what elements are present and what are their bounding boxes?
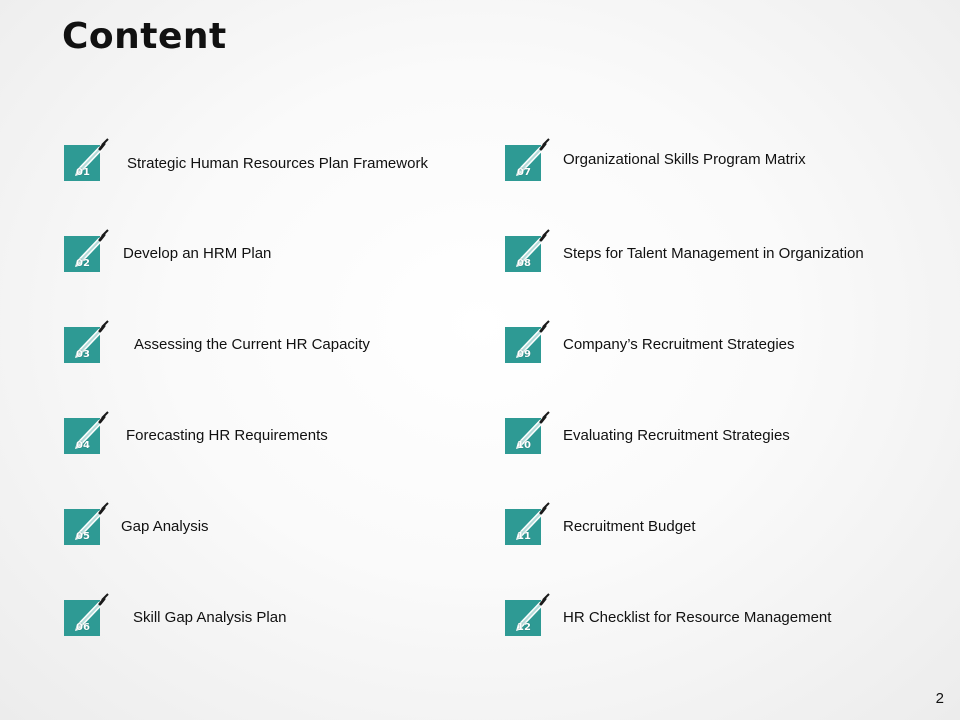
item-label: Strategic Human Resources Plan Framework [127,155,428,172]
number-badge [64,236,100,272]
number-badge [505,145,541,181]
number-badge [505,418,541,454]
item-label: Evaluating Recruitment Strategies [563,427,790,444]
item-number: 11 [517,531,531,542]
item-label: Steps for Talent Management in Organization [563,245,864,262]
number-badge [505,327,541,363]
item-label: Organizational Skills Program Matrix [563,151,806,168]
item-label: Skill Gap Analysis Plan [133,609,287,626]
item-label: Recruitment Budget [563,518,696,535]
item-label: Company’s Recruitment Strategies [563,336,795,353]
number-badge [64,600,100,636]
number-badge [64,327,100,363]
item-label: Forecasting HR Requirements [126,427,328,444]
item-number: 03 [76,349,90,360]
item-label: Assessing the Current HR Capacity [134,336,370,353]
item-number: 06 [76,622,90,633]
item-number: 09 [517,349,531,360]
number-badge [64,509,100,545]
item-label: HR Checklist for Resource Management [563,609,832,626]
item-label: Develop an HRM Plan [123,245,272,262]
item-number: 02 [76,258,90,269]
item-number: 05 [76,531,90,542]
page-number: 2 [935,690,944,707]
number-badge [64,145,100,181]
item-number: 04 [76,440,90,451]
number-badge [505,509,541,545]
item-number: 07 [517,167,531,178]
item-number: 12 [517,622,531,633]
item-number: 01 [76,167,90,178]
item-number: 08 [517,258,531,269]
page-title: Content [62,16,227,57]
item-number: 10 [517,440,531,451]
number-badge [505,236,541,272]
item-label: Gap Analysis [121,518,209,535]
number-badge [64,418,100,454]
number-badge [505,600,541,636]
